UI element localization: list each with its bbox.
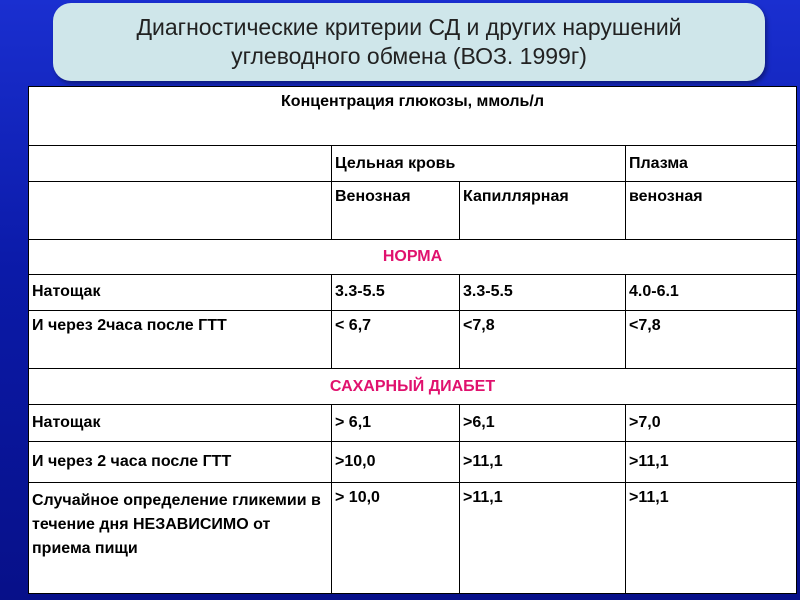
main-header: Концентрация глюкозы, ммоль/л bbox=[29, 87, 797, 146]
sub-header-capillary: Капиллярная bbox=[460, 182, 626, 239]
table-row bbox=[29, 274, 797, 310]
row-value: >11,1 bbox=[460, 482, 626, 593]
row-label: И через 2часа после ГТТ bbox=[29, 310, 332, 368]
table-row bbox=[29, 405, 797, 442]
main-header-row bbox=[29, 87, 797, 146]
empty-subheader-cell bbox=[29, 182, 332, 239]
row-value: <7,8 bbox=[626, 310, 797, 368]
row-value: >11,1 bbox=[460, 442, 626, 482]
criteria-table-container bbox=[28, 86, 796, 594]
slide-title bbox=[53, 3, 765, 81]
row-value: >11,1 bbox=[626, 482, 797, 593]
row-value: >6,1 bbox=[460, 405, 626, 442]
slide-title-line-1: Диагностические критерии СД и других нарушений bbox=[136, 14, 682, 40]
table-row bbox=[29, 482, 797, 593]
row-label: Натощак bbox=[29, 405, 332, 442]
slide-title-line-2: углеводного обмена (ВОЗ. 1999г) bbox=[231, 43, 587, 69]
row-value: 4.0-6.1 bbox=[626, 274, 797, 310]
row-value: >7,0 bbox=[626, 405, 797, 442]
row-value: > 6,1 bbox=[332, 405, 460, 442]
row-label: Случайное определение гликемии в течение дня НЕЗАВИСИМО от приема пищи bbox=[29, 482, 332, 593]
section-title-diabetes: САХАРНЫЙ ДИАБЕТ bbox=[29, 369, 797, 405]
table-row bbox=[29, 310, 797, 368]
sub-header-venous: Венозная bbox=[332, 182, 460, 239]
row-value: >11,1 bbox=[626, 442, 797, 482]
row-label: Натощак bbox=[29, 274, 332, 310]
row-value: < 6,7 bbox=[332, 310, 460, 368]
section-row-diabetes bbox=[29, 369, 797, 405]
criteria-table bbox=[28, 86, 797, 594]
sub-header-plasma-venous: венозная bbox=[626, 182, 797, 239]
section-title-norm: НОРМА bbox=[29, 239, 797, 274]
sub-header-row bbox=[29, 182, 797, 239]
row-value: 3.3-5.5 bbox=[332, 274, 460, 310]
group-header-row bbox=[29, 146, 797, 182]
row-label: И через 2 часа после ГТТ bbox=[29, 442, 332, 482]
table-row bbox=[29, 442, 797, 482]
section-row-norm bbox=[29, 239, 797, 274]
group-header-whole-blood: Цельная кровь bbox=[332, 146, 626, 182]
row-value: >10,0 bbox=[332, 442, 460, 482]
empty-header-cell bbox=[29, 146, 332, 182]
row-value: 3.3-5.5 bbox=[460, 274, 626, 310]
row-value: <7,8 bbox=[460, 310, 626, 368]
group-header-plasma: Плазма bbox=[626, 146, 797, 182]
row-value: > 10,0 bbox=[332, 482, 460, 593]
